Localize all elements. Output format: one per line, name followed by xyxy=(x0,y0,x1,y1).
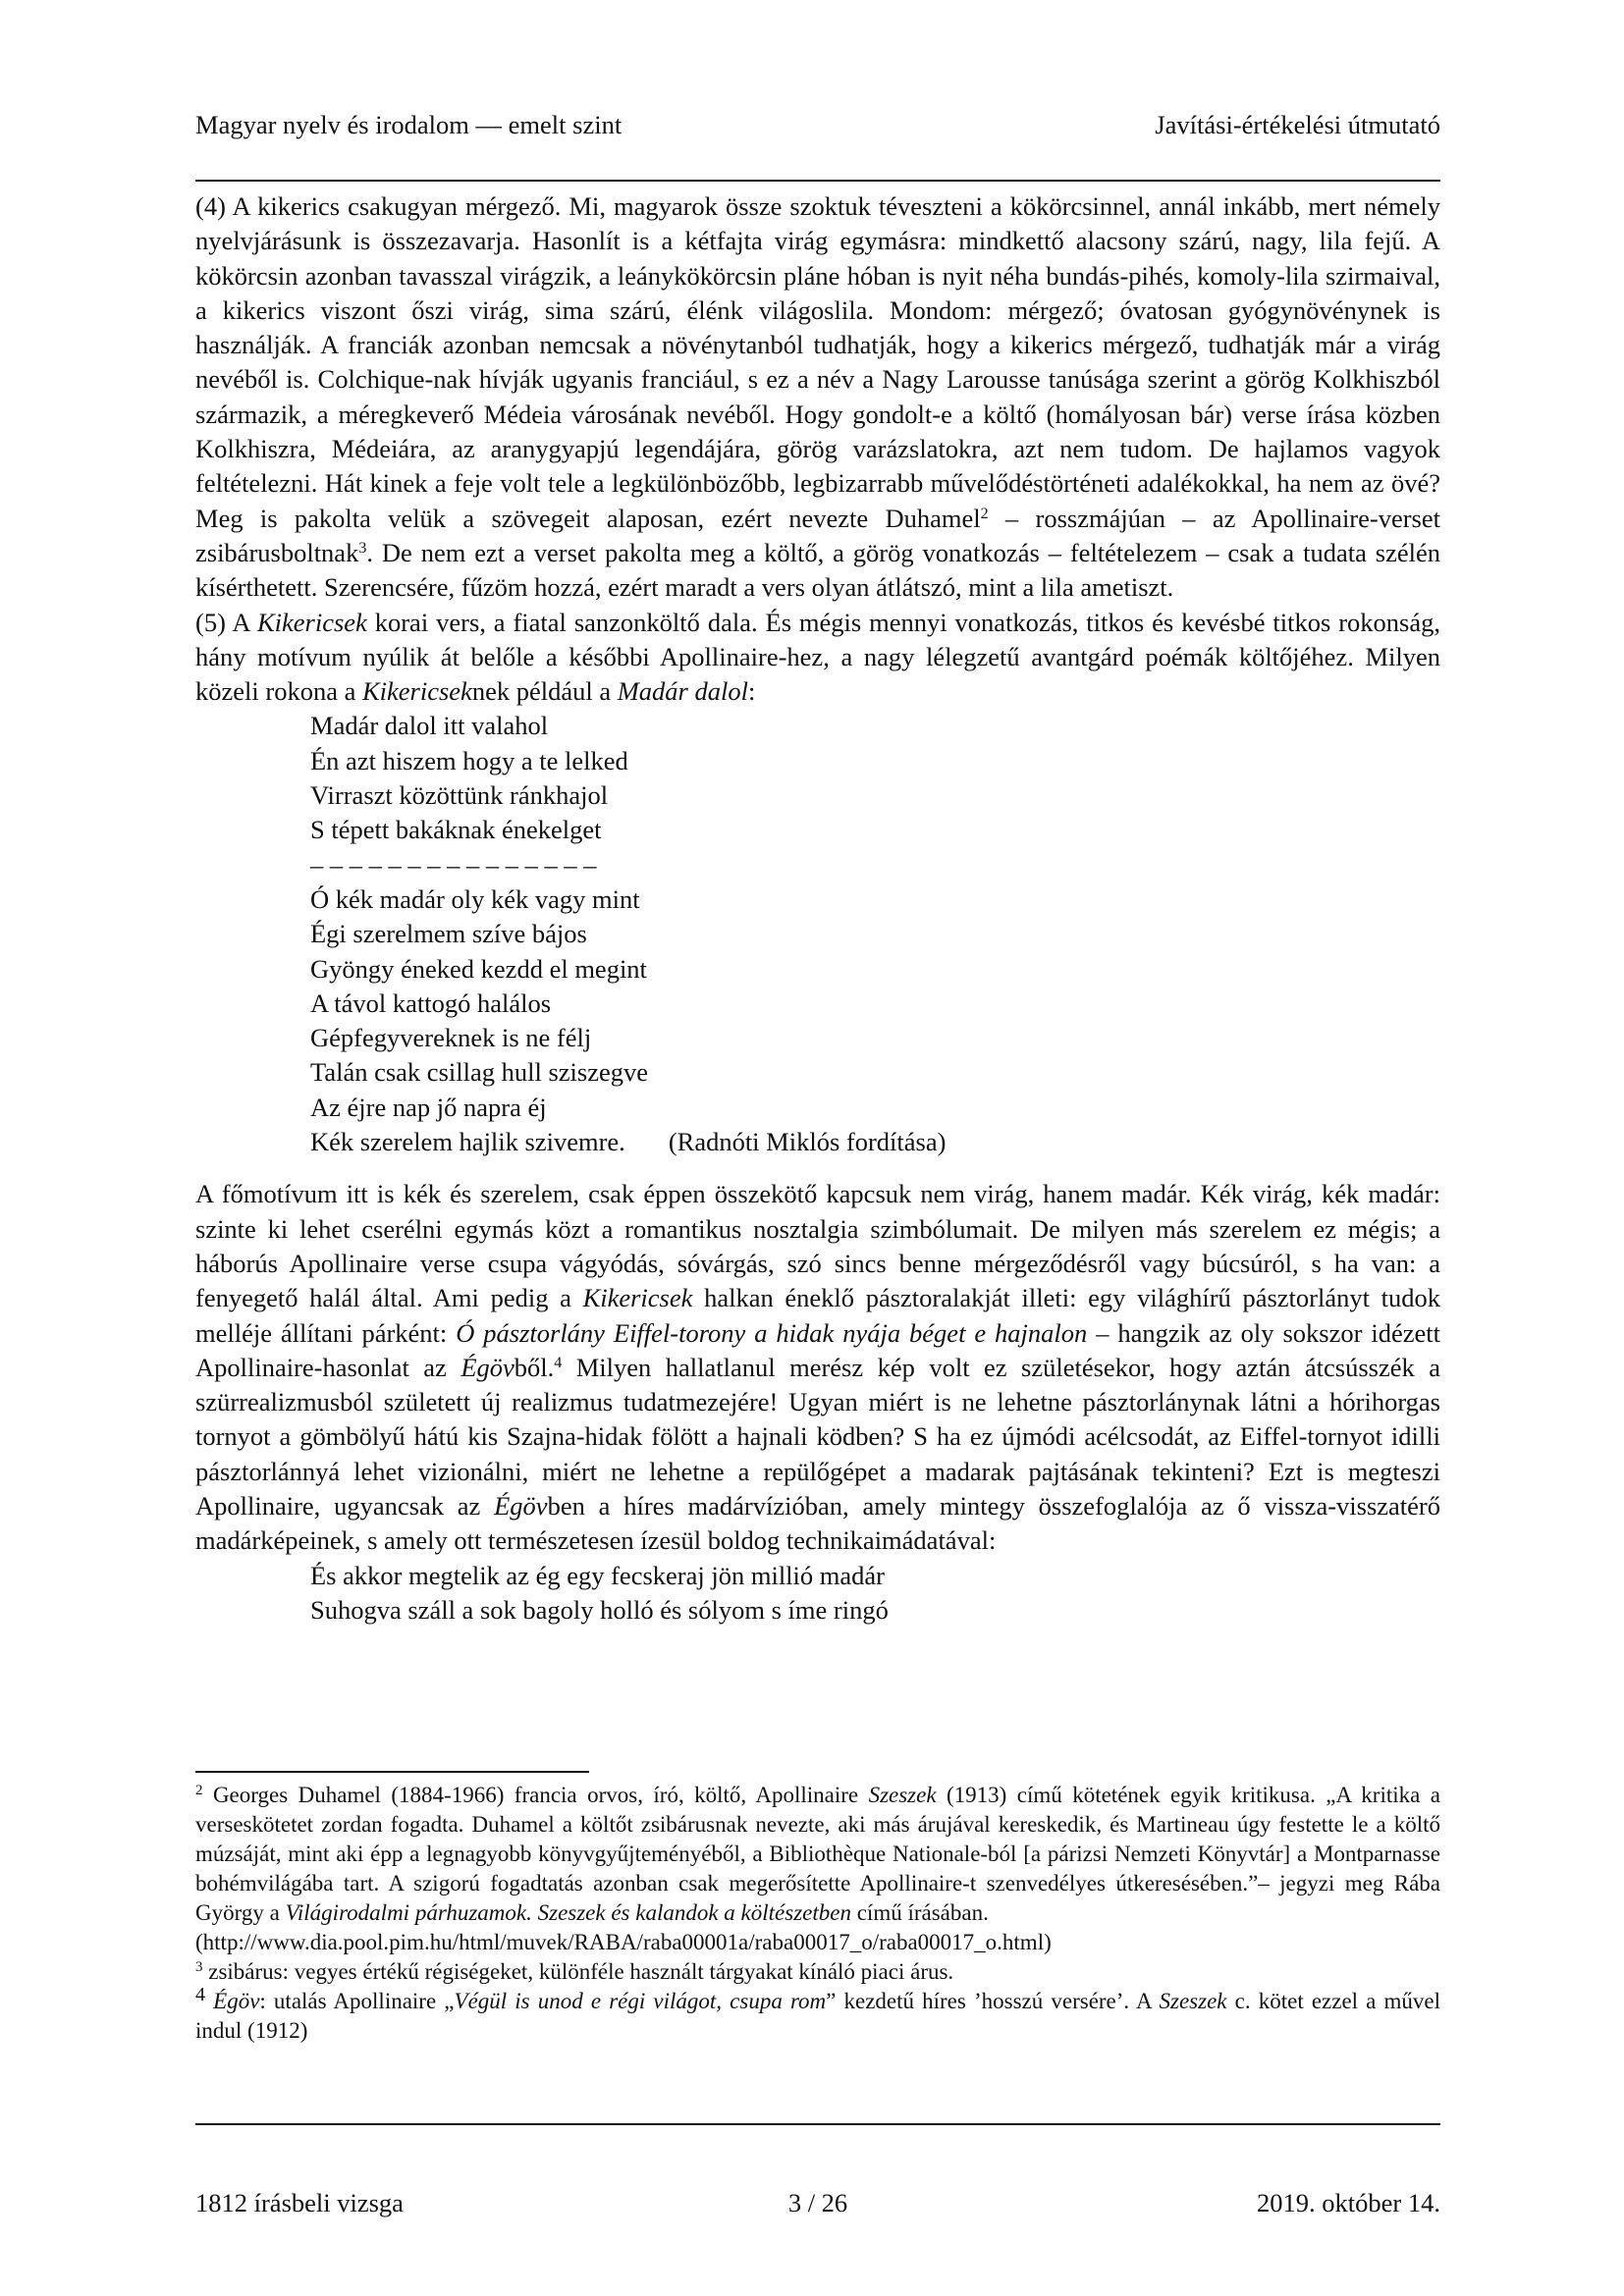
footer-rule xyxy=(195,2123,1440,2125)
footer-exam-code: 1812 írásbeli vizsga xyxy=(195,2188,404,2217)
poem-line: A távol kattogó halálos xyxy=(310,988,552,1018)
poem-line: Gyöngy éneked kezdd el megint xyxy=(310,953,647,984)
header-rule xyxy=(195,180,1440,182)
poem-egov-excerpt xyxy=(310,1559,1440,1629)
paragraph-5: (5) A Kikericsek korai vers, a fiatal sanzonköltő dala. És mégis mennyi vonatkozás, titkos és kevésbé titkos rokonság, hány motívum nyúlik át belőle a későbbi Apollinaire-hez, a nagy lélegzetű avantgárd poémák költőjéhez. Milyen közeli rokona a Kikericseknek például a Madár dalol: xyxy=(195,607,1440,707)
footer-date: 2019. október 14. xyxy=(1257,2188,1440,2217)
poem-line: Talán csak csillag hull sziszegve xyxy=(310,1057,648,1088)
translator-credit: (Radnóti Miklós fordítása) xyxy=(668,1127,947,1157)
header-doc-type: Javítási-értékelési útmutató xyxy=(1155,110,1440,139)
page-footer xyxy=(195,2188,1440,2227)
poem-line: Suhogva száll a sok bagoly holló és sólyom s íme ringó xyxy=(310,1594,889,1625)
footnote-2: $^2$ Georges Duhamel (1884-1966) francia orvos, író, költő, Apollinaire Szeszek (1913) című kötetének egyik kritikusa. „A kritika a verseskötetet zordan fogadta. Duhamel a költőt zsibárusnak nevezte, aki más árujával kereskedik, és Martineau úgy festette le a költő múzsáját, mint aki épp a legnagyobb könyvgyűjteményéből, a Bibliothèque Nationale-ból [a párizsi Nemzeti Könyvtár] a Montparnasse bohémvilágába tart. A szigorú fogadtatás azonban csak megerősítette Apollinaire-t szenvedélyes útkeresésében.”– jegyzi meg Rába György a Világirodalmi párhuzamok. Szeszek és kalandok a költészetben című írásában. xyxy=(195,1783,1440,1925)
paragraph-6: A főmotívum itt is kék és szerelem, csak éppen összekötő kapcsuk nem virág, hanem madár. Kék virág, kék madár: szinte ki lehet cserélni egymás közt a romantikus nosztalgia szimbólumait. De milyen más szerelem ez mégis; a háborús Apollinaire verse csupa vágyódás, sóvárgás, szó sincs benne mérgeződésről vagy búcsúról, s ha van: a fenyegető halál által. Ami pedig a Kikericsek halkan éneklő pásztoralakját illeti: egy világhírű pásztorlányt tudok melléje állítani párként: Ó pásztorlány Eiffel-torony a hidak nyája béget e hajnalon – hangzik az oly sokszor idézett Apollinaire-hasonlat az Égövből.$^4$ Milyen hallatlanul merész kép volt ez születésekor, hogy aztán átcsússzék a szürrealizmusból született új realizmus tudatmezejére! Ugyan miért is ne lehetne pásztorlánynak látni a hórihorgas tornyot a gömbölyű hátú kis Szajna-hidak fölött a hajnali ködben? S ha ez újmódi acélcsodát, az Eiffel-tornyot idilli pásztorlánnyá lehet vizionálni, miért ne lehetne a repülőgépet a madarak pajtásának tekinteni? Ezt is megteszi Apollinaire, ugyancsak az Égövben a híres madárvízióban, amely mintegy összefoglalója az ő vissza-visszatérő madárképeinek, s amely ott természetesen ízesül boldog technikaimádatával: xyxy=(195,1179,1440,1556)
poem-line: Virraszt közöttünk ránkhajol xyxy=(310,780,609,811)
footnote-3: $^3$ zsibárus: vegyes értékű régiségeket, különféle használt tárgyakat kínáló piaci árus. xyxy=(195,1959,954,1984)
footnote-ref-2: 2 xyxy=(980,505,989,522)
main-text xyxy=(195,189,1440,1628)
poem-line: És akkor megtelik az ég egy fecskeraj jön millió madár xyxy=(310,1560,885,1590)
footnote-4: $^4$ Égöv: utalás Apollinaire „Végül is unod e régi világot, csupa rom” kezdetű híres ’hosszú versére’. A Szeszek c. kötet ezzel a művel indul (1912) xyxy=(195,1984,1441,2043)
poem-line: Az éjre nap jő napra éj xyxy=(310,1092,547,1122)
page-header xyxy=(195,110,1440,149)
poem-line: Gépfegyvereknek is ne félj xyxy=(310,1023,592,1053)
poem-separator: – – – – – – – – – – – – – – – xyxy=(310,849,597,880)
footnote-ref-4: 4 xyxy=(554,1354,563,1371)
poem-line: S tépett bakáknak énekelget xyxy=(310,815,602,845)
footnote-rule xyxy=(195,1771,589,1773)
footnote-2-url: (http://www.dia.pool.pim.hu/html/muvek/RABA/raba00001a/raba00017_o/raba00017_o.html) xyxy=(195,1930,1052,1954)
poem-line: Ó kék madár oly kék vagy mint xyxy=(310,883,640,914)
poem-line: Én azt hiszem hogy a te lelked xyxy=(310,745,628,775)
page-number: 3 / 26 xyxy=(787,2188,848,2217)
poem-line: Madár dalol itt valahol xyxy=(310,711,549,741)
header-subject: Magyar nyelv és irodalom — emelt szint xyxy=(195,110,623,139)
footnote-ref-3: 3 xyxy=(358,539,367,557)
footnotes xyxy=(195,1781,1440,2046)
paragraph-4: (4) A kikerics csakugyan mérgező. Mi, magyarok össze szoktuk téveszteni a kökörcsinnel, annál inkább, mert némely nyelvjárásunk is összezavarja. Hasonlít is a kétfajta virág egymásra: mindkettő alacsony szárú, nagy, lila fejű. A kökörcsin azonban tavasszal virágzik, a leánykökörcsin pláne hóban is nyit néha bundás-pihés, komoly-lila szirmaival, a kikerics viszont őszi virág, sima szárú, élénk világoslila. Mondom: mérgező; óvatosan gyógynövénynek is használják. A franciák azonban nemcsak a növénytanból tudhatják, hogy a kikerics mérgező, tudhatják már a virág nevéből is. Colchique-nak hívják ugyanis franciául, s ez a név a Nagy Larousse tanúsága szerint a görög Kolkhiszból származik, a méregkeverő Médeia városának nevéből. Hogy gondolt-e a költő (homályosan bár) verse írása közben Kolkhiszra, Médeiára, az aranygyapjú legendájára, görög varázslatokra, azt nem tudom. De hajlamos vagyok feltételezni. Hát kinek a feje volt tele a legkülönbözőbb, legbizarrabb művelődéstörténeti adalékokkal, ha nem az övé? Meg is pakolta velük a szövegeit alaposan, ezért nevezte Duhamel$^2$ – rosszmájúan – az Apollinaire-verset zsibárusboltnak$^3$. De nem ezt a verset pakolta meg a költő, a görög vonatkozás – feltételezem – csak a tudata szélén kísérthetett. Szerencsére, fűzöm hozzá, ezért maradt a vers olyan átlátszó, mint a lila ametiszt. xyxy=(195,191,1440,603)
poem-madar-dalol xyxy=(310,709,1440,1159)
poem-line-last: Kék szerelem hajlik szivemre. (Radnóti Miklós fordítása) xyxy=(310,1125,1440,1159)
poem-line: Égi szerelmem szíve bájos xyxy=(310,919,587,949)
